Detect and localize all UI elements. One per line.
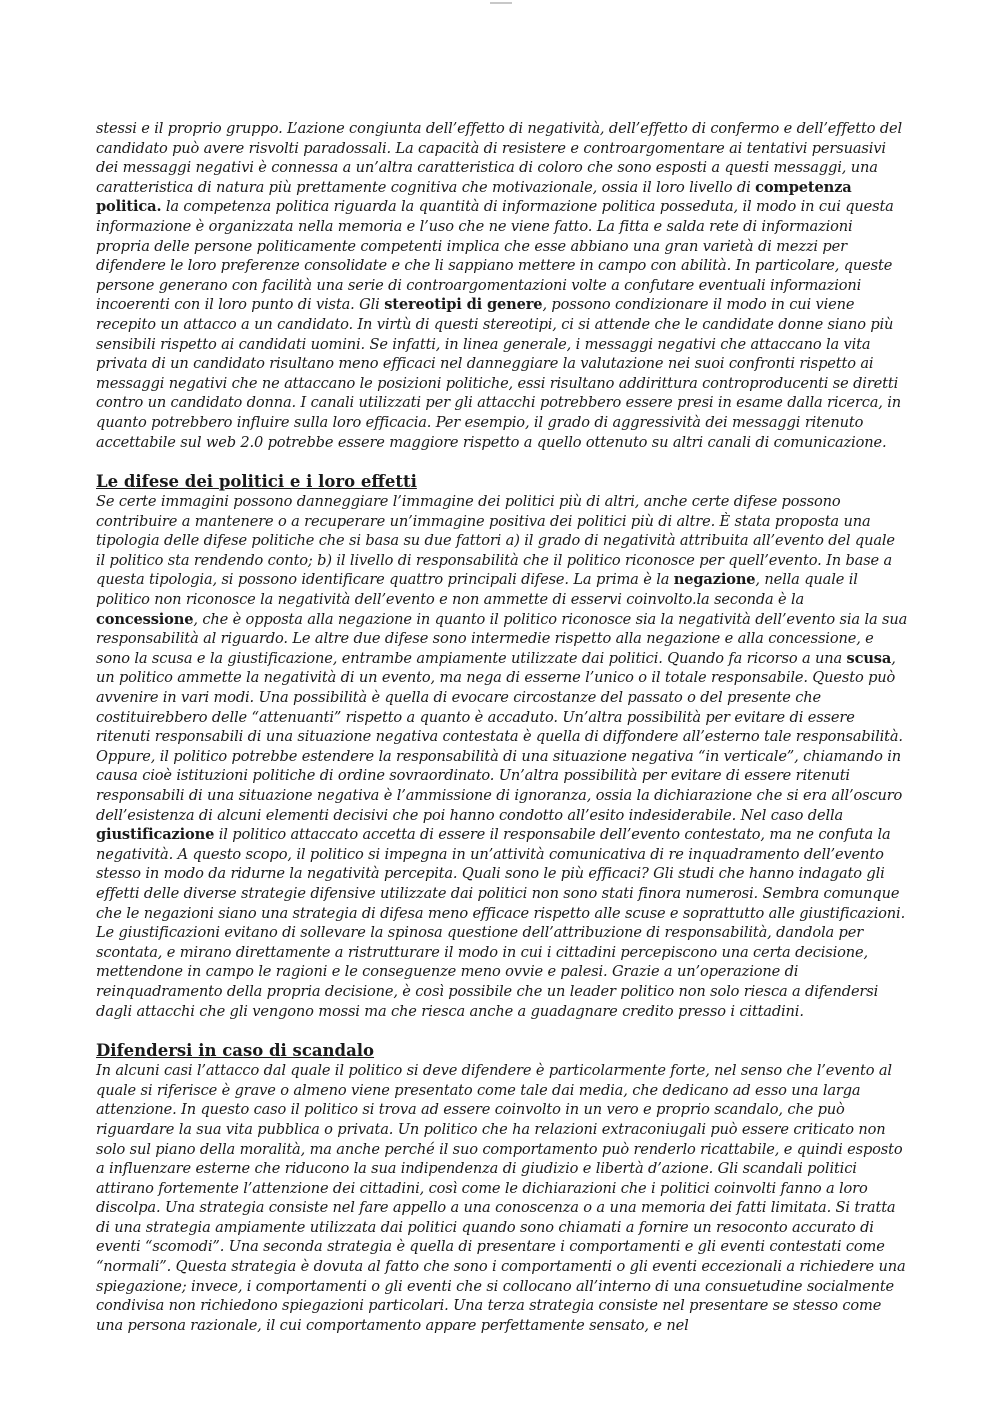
text-run: , un politico ammette la negatività di un evento, ma nega di esserne l’unico o il totale responsabile. Questo può avvenire in vari modi. Una possibilità è quella di evocare circostanze del passato o del presente che costituirebbero delle “attenuanti” rispetto a quanto è accaduto. Un’altra possibilità per evitare di essere ritenuti responsabili di una situazione negativa contestata è quella di diffondere all’esterno tale responsabilità. Oppure, il politico potrebbe estendere la responsabilità di una situazione negativa “in verticale”, chiamando in causa cioè istituzioni politiche di ordine sovraordinato. Un’altra possibilità per evitare di essere ritenuti responsabili di una situazione negativa è l’ammissione di ignoranza, ossia la dichiarazione che si era all’oscuro dell’esistenza di alcuni elementi decisivi che poi hanno condotto all’esito indesiderabile. Nel caso della [96,649,903,824]
text-run: il politico attaccato accetta di essere il responsabile dell’evento contestato, ma ne confuta la negatività. A questo scopo, il politico si impegna in un’attività comunicativa di re inquadramento dell’evento stesso in modo da ridurne la negatività percepita. Quali sono le più efficaci? Gli studi che hanno indagato gli effetti delle diverse strategie difensive utilizzate dai politici non sono stati finora numerosi. Sembra comunque che le negazioni siano una strategia di difesa meno efficace rispetto alle scuse e soprattutto alle giustificazioni. Le giustificazioni evitano di sollevare la spinosa questione dell’attribuzione di responsabilità, dandola per scontata, e mirano direttamente a ristrutturare il modo in cui i cittadini percepiscono una certa decisione, mettendone in campo le ragioni e le conseguenze meno ovvie e palesi. Grazie a un’operazione di reinquadramento della propria decisione, è così possibile che un leader politico non solo riesca a difendersi dagli attacchi che gli vengono mossi ma che riesca anche a guadagnare credito presso i cittadini. [96,826,906,1020]
paragraph-difese-dei-politici [96,492,908,1021]
text-run: Se certe immagini possono danneggiare l’immagine dei politici più di altri, anche certe difese possono contribuire a mantenere o a recuperare un’immagine positiva dei politici più di altre. È stata proposta una tipologia delle difese politiche che si basa su due fattori a) il grado di negatività attribuita all’evento del quale il politico sta rendendo conto; b) il livello di responsabilità che il politico riconosce per quell’evento. In base a questa tipologia, si possono identificare quattro principali difese. La prima è la [96,493,895,589]
text-run: stessi e il proprio gruppo. L’azione congiunta dell’effetto di negatività, dell’effetto di confermo e dell’effetto del candidato può avere risvolti paradossali. La capacità di resistere e controargomentare ai tentativi persuasivi dei messaggi negativi è connessa a un’altra caratteristica di coloro che sono esposti a questi messaggi, una caratteristica di natura più prettamente cognitiva che motivazionale, ossia il loro livello di [96,120,903,196]
text-run: , possono condizionare il modo in cui viene recepito un attacco a un candidato. In virtù di questi stereotipi, ci si attende che le candidate donne siano più sensibili rispetto ai candidati uomini. Se infatti, in linea generale, i messaggi negativi che attaccano la vita privata di un candidato risultano meno efficaci nel danneggiare la valutazione nei suoi confronti rispetto ai messaggi negativi che ne attaccano le posizioni politiche, essi risultano addirittura controproducenti se diretti contro un candidato donna. I canali utilizzati per gli attacchi potrebbero essere presi in esame dalla ricerca, in quanto potrebbero influire sulla loro efficacia. Per esempio, il grado di aggressività dei messaggi ritenuto accettabile sul web 2.0 potrebbe essere maggiore rispetto a quello ottenuto su altri canali di comunicazione. [96,296,902,451]
bold-term: competenza politica. [96,178,852,216]
heading-difese-dei-politici: Le difese dei politici e i loro effetti [96,472,417,492]
text-run: , che è opposta alla negazione in quanto il politico riconosce sia la negatività dell’evento sia la sua responsabilità al riguardo. Le altre due difese sono intermedie rispetto alla negazione e alla concessione, e sono la scusa e la giustificazione, entrambe ampiamente utilizzate dai politici. Quando fa ricorso a una [96,610,908,667]
text-run: In alcuni casi l’attacco dal quale il politico si deve difendere è particolarmente forte, nel senso che l’evento al quale si riferisce è grave o almeno viene presentato come tale dai media, che dedicano ad esso una larga attenzione. In questo caso il politico si trova ad essere coinvolto in un vero e proprio scandalo, che può riguardare la sua vita pubblica o privata. Un politico che ha relazioni extraconiugali può essere criticato non solo sul piano della moralità, ma anche perché il suo comportamento può renderlo ricattabile, e quindi esposto a influenzare esterne che riducono la sua indipendenza di giudizio e libertà d’azione. Gli scandali politici attirano fortemente l’attenzione dei cittadini, così come le dichiarazioni che i politici coinvolti fanno a loro discolpa. Una strategia consiste nel fare appello a una conoscenza o a una memoria dei fatti limitata. Si tratta di una strategia ampiamente utilizzata dai politici quando sono chiamati a fornire un resoconto accurato di eventi “scomodi”. Una seconda strategia è quella di presentare i comportamenti e gli eventi contestati come “normali”. Questa strategia è dovuta al fatto che sono i comportamenti o gli eventi eccezionali a richiedere una spiegazione; invece, i comportamenti o gli eventi che si collocano all’interno di una consuetudine socialmente condivisa non richiedono spiegazioni particolari. Una terza strategia consiste nel presentare se stesso come una persona razionale, il cui comportamento appare perfettamente sensato, e nel [96,1062,906,1334]
bold-term: concessione [96,610,194,628]
page-header-mark [490,2,512,4]
bold-term: scusa [846,649,892,667]
heading-difendersi-scandalo: Difendersi in caso di scandalo [96,1041,375,1061]
bold-term: stereotipi di genere [384,296,543,314]
document-page [96,119,908,1335]
paragraph-difendersi-scandalo [96,1061,908,1335]
paragraph-competenza-politica [96,119,908,452]
bold-term: giustificazione [96,826,215,844]
bold-term: negazione [673,571,756,589]
text-run: la competenza politica riguarda la quantità di informazione politica posseduta, il modo in cui questa informazione è organizzata nella memoria e l’uso che ne viene fatto. La fitta e salda rete di informazioni propria delle persone politicamente competenti implica che esse abbiano una gran varietà di mezzi per difendere le loro preferenze consolidate e che li sappiano mettere in campo con abilità. In particolare, queste persone generano con facilità una serie di controargomentazioni volte a confutare eventuali informazioni incoerenti con il loro punto di vista. Gli [96,198,894,314]
text-run: , nella quale il politico non riconosce la negatività dell’evento e non ammette di esservi coinvolto.la seconda è la [96,571,858,609]
